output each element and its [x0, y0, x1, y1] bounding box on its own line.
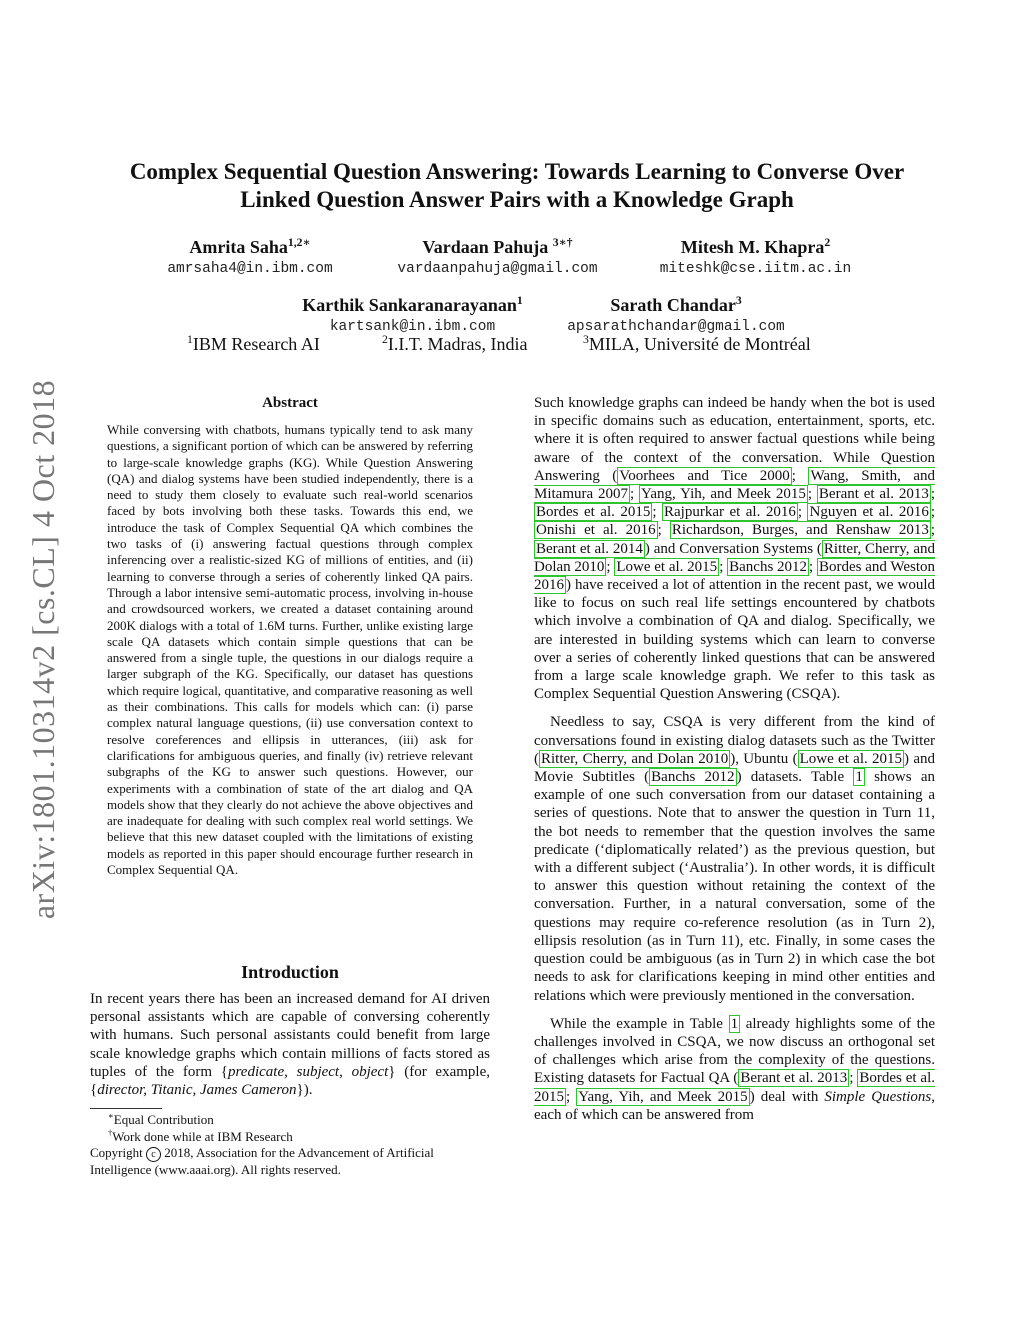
citation-link[interactable]: Bordes and Weston 2016: [534, 558, 935, 594]
abstract-heading: Abstract: [262, 395, 318, 411]
citation-link[interactable]: Bordes et al. 2015: [534, 1070, 935, 1105]
affiliation-mila: $^3$MILA, Université de Montréal: [583, 333, 811, 354]
citation-link[interactable]: Yang, Yih, and Meek 2015: [641, 486, 806, 503]
citation-link[interactable]: Ritter, Cherry, and Dolan 2010: [541, 750, 729, 767]
footnote-equal-contribution: ∗Equal Contribution: [108, 1110, 214, 1127]
abstract-text: While conversing with chatbots, humans typically tend to ask many questions, a significant portion of which can be answered by referring to large-scale knowledge graphs (KG). While Question Answering (QA) and dialog systems have been studied independently, there is a need to study them closely to evaluate such real-world scenarios faced by bots involving both these tasks. Towards this end, we introduce the task of Complex Sequential QA which combines the two tasks of (i) answering factual questions through complex inferencing over a realistic-sized KG of millions of entities, and (ii) learning to converse through a series of coherently linked QA pairs. Through a labor intensive semi-automatic process, involving in-house and crowdsourced workers, we created a dataset containing around 200K dialogs with a total of 1.6M turns. Further, unlike existing large scale QA datasets which contain simple questions that can be answered from a single tuple, the questions in our dialogs require a larger subgraph of the KG. Specifically, our dataset has questions which require logical, quantitative, and comparative reasoning as well as their combinations. This calls for models which can: (i) parse complex natural language questions, (ii) use conversation context to resolve coreferences and ellipsis in utterances, (iii) ask for clarifications for ambiguous queries, and finally (iv) retrieve relevant subgraphs of the KG to answer such questions. However, our experiments with a combination of state of the art dialog and QA models show that they clearly do not achieve the above objectives and are inadequate for dealing with such complex real world settings. We believe that this new dataset coupled with the limitations of existing models as reported in this paper should encourage further research in Complex Sequential QA.: [107, 422, 473, 878]
introduction-paragraph: In recent years there has been an increased demand for AI driven personal assistants which are capable of conversing coherently with humans. Such personal assistants could benefit from large scale knowledge graphs which contain millions of facts stored as tuples of the form {predicate, subject, object} (for example, {director, Titanic, James Cameron}).: [90, 991, 490, 1099]
author-email: amrsaha4@in.ibm.com: [167, 261, 333, 277]
author-amrita-saha: Amrita Saha$^{1,2∗}$ amrsaha4@in.ibm.com: [150, 237, 350, 279]
right-column: [534, 394, 935, 1134]
author-email: miteshk@cse.iitm.ac.in: [659, 261, 852, 277]
affiliation-ibm: $^1$IBM Research AI: [187, 333, 320, 354]
title-line-1: Complex Sequential Question Answering: Towards Learning to Converse Over: [129, 159, 905, 184]
copyright-notice: Copyright c 2018, Association for the Advancement of Artificial Intelligence (www.aaai.org). All rights reserved.: [90, 1145, 434, 1177]
citation-link[interactable]: Banchs 2012: [651, 769, 735, 786]
citation-link[interactable]: Berant et al. 2014: [536, 540, 643, 557]
citation-link[interactable]: Voorhees and Tice 2000: [619, 467, 790, 484]
right-paragraph-2: Needless to say, CSQA is very different from the kind of conversations found in existing dialog datasets such as the Twitter ( Ritter, Cherry, and Dolan 2010 ), Ubuntu ( Lowe et al. 2015 ) and Movie Subtitles ( Banchs 2012 ) datasets. Table 1 shows an example of one such conversation from our dataset containing a series of questions. Note that to answer the question in Turn 11, the bot needs to remember that the question involves the same predicate (‘diplomatically related’) as the previous question, but with a different subject (‘Australia’). In other words, it is difficult to answer this question without retaining the context of the conversation. Further, in a natural conversation, some of the questions may require co-reference resolution (as in Turn 2), ellipsis resolution (as in Turn 11), etc. Finally, in some cases the question could be ambiguous (as in Turn 2) in which case the bot needs to ask for clarifications keeping in mind other entities and relations which were previously mentioned in the conversation.: [534, 714, 935, 1004]
right-paragraph-3: While the example in Table 1 already highlights some of the challenges involved in CSQA, we now discuss an orthogonal set of challenges which arise from the complexity of the questions. Existing datasets for Factual QA ( Berant et al. 2013 ; Bordes et al. 2015 ; Yang, Yih, and Meek 2015 ) deal with Simple Questions, each of which can be answered from: [534, 1015, 935, 1123]
citation-link[interactable]: Ritter, Cherry, and Dolan 2010: [534, 540, 935, 575]
citation-link[interactable]: Yang, Yih, and Meek 2015: [578, 1088, 748, 1105]
citation-link[interactable]: Berant et al. 2013: [818, 486, 929, 503]
table-reference-link[interactable]: 1: [855, 769, 863, 786]
citation-link[interactable]: Onishi et al. 2016: [536, 522, 656, 539]
affiliation-iitm: $^2$I.I.T. Madras, India: [382, 333, 528, 354]
citation-link[interactable]: Lowe et al. 2015: [799, 750, 903, 767]
citation-link[interactable]: Banchs 2012: [729, 558, 808, 575]
author-email: vardaanpahuja@gmail.com: [397, 261, 598, 277]
paper-title: [60, 158, 974, 214]
citation-link[interactable]: Lowe et al. 2015: [616, 558, 718, 575]
copyright-symbol: c: [146, 1147, 161, 1162]
citation-link[interactable]: Nguyen et al. 2016: [809, 504, 929, 521]
citation-link[interactable]: Rajpurkar et al. 2016: [664, 504, 796, 521]
title-line-2: Linked Question Answer Pairs with a Knowledge Graph: [240, 187, 794, 212]
footnotes: [90, 1112, 490, 1179]
author-email: kartsank@in.ibm.com: [329, 319, 496, 335]
citation-link[interactable]: Bordes et al. 2015: [536, 504, 651, 521]
citation-link[interactable]: Berant et al. 2013: [740, 1070, 848, 1087]
author-email: apsarathchandar@gmail.com: [567, 319, 785, 335]
arxiv-identifier: arXiv:1801.10314v2 [cs.CL] 4 Oct 2018: [25, 379, 62, 919]
author-sarath-chandar: Sarath Chandar$^3$ apsarathchandar@gmail.com: [548, 295, 804, 337]
author-mitesh-khapra: Mitesh M. Khapra$^2$ miteshk@cse.iitm.ac.in: [643, 237, 868, 279]
introduction-heading: Introduction: [241, 962, 339, 982]
citation-link[interactable]: Wang, Smith, and Mitamura 2007: [534, 467, 936, 503]
right-paragraph-1: Such knowledge graphs can indeed be handy when the bot is used in specific domains such as education, entertainment, sports, etc. where it is often required to answer factual questions while being aware of the context of the conversation. While Question Answering ( Voorhees and Tice 2000 ; Wang, Smith, and Mitamura 2007 ; Yang, Yih, and Meek 2015 ; Berant et al. 2013 ; Bordes et al. 2015 ; Rajpurkar et al. 2016 ; Nguyen et al. 2016 ; Onishi et al. 2016 ; Richardson, Burges, and Renshaw 2013 ; Berant et al. 2014 ) and Conversation Systems ( Ritter, Cherry, and Dolan 2010 ; Lowe et al. 2015 ; Banchs 2012 ; Bordes and Weston 2016 ) have received a lot of attention in the recent past, we would like to focus on such real life settings encountered by chatbots which involve a combination of QA and dialog. Specifically, we are interested in building systems which can learn to converse over a series of coherently linked questions that can be answered from a large scale knowledge graph. We refer to this task as Complex Sequential Question Answering (CSQA).: [534, 395, 936, 703]
footnote-ibm-work: †Work done while at IBM Research: [108, 1127, 293, 1144]
footnote-rule: [90, 1108, 162, 1109]
table-reference-link[interactable]: 1: [730, 1015, 739, 1032]
author-vardaan-pahuja: Vardaan Pahuja $^{3∗\dagger}$ vardaanpahuja@gmail.com: [375, 237, 620, 279]
author-karthik-sankaranarayanan: Karthik Sankaranarayanan$^1$ kartsank@in.ibm.com: [290, 295, 535, 337]
citation-link[interactable]: Richardson, Burges, and Renshaw 2013: [671, 522, 929, 539]
